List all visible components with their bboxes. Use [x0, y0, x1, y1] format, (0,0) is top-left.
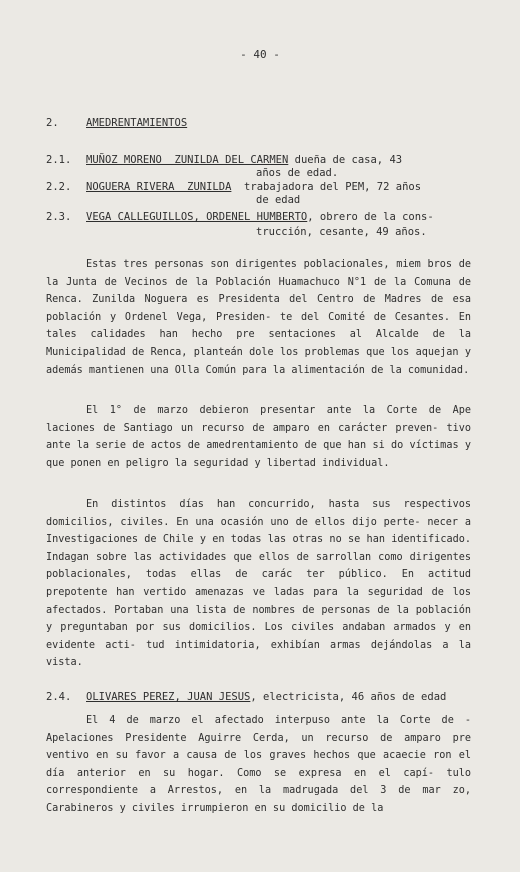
person-description: , obrero de la cons- — [307, 211, 434, 223]
paragraph: El 4 de marzo el afectado interpuso ante la Corte de - Apelaciones Presidente Aguirre Cerda, un recurso de amparo pre ventivo en su favor a causa de los graves hechos que acaecie ron el día anterior en su hogar. Como se expresa en el capí- tulo correspondiente a Arrestos, en la madrugada del 3 de mar zo, Carabineros y civiles irrumpieron en su domicilio de la — [46, 715, 471, 814]
person-description-cont: trucción, cesante, 49 años. — [256, 226, 427, 238]
item-entry — [86, 153, 402, 167]
paragraph: Estas tres personas son dirigentes poblacionales, miem bros de la Junta de Vecinos de la Población Huamachuco N°1 de la Comuna de Renca. Zunilda Noguera es Presidenta del Centro de Madres de esa población y Ordenel Vega, Presiden- te del Comité de Cesantes. En tales calidades han hecho pre sentaciones al Alcalde de la Municipalidad de Renca, planteán dole los problemas que los aquejan y además mantienen una Olla Común para la alimentación de la comunidad. — [46, 259, 471, 376]
item-number: 2.3. — [46, 211, 72, 223]
item-number: 2.2. — [46, 181, 72, 193]
item-entry — [86, 210, 434, 224]
person-name: VEGA CALLEGUILLOS, ORDENEL HUMBERTO — [86, 211, 308, 223]
person-name: OLIVARES PEREZ, JUAN JESUS — [86, 691, 251, 703]
person-name: MUÑOZ MORENO ZUNILDA DEL CARMEN — [86, 154, 289, 166]
item-number: 2.1. — [46, 154, 72, 166]
paragraph: En distintos días han concurrido, hasta sus respectivos domicilios, civiles. En una ocasión uno de ellos dijo perte- necer a Investigaciones de Chile y en todas las otras no se han identificado. Indagan sobre las actividades que ellos de sarrollan como dirigentes poblacionales, todas ellas de carác ter público. En actitud prepotente han vertido amenazas ve ladas para la seguridad de los afectados. Portaban una lista de nombres de personas de la población y preguntaban por sus domicilios. Los civiles andaban armados y en evidente acti- tud intimidatoria, exhibían armas dejándolas a la vista. — [46, 499, 471, 669]
section-number: 2. — [46, 117, 59, 129]
person-description: dueña de casa, 43 — [288, 154, 403, 166]
item-entry — [86, 690, 446, 704]
item-entry — [86, 180, 421, 194]
page-number: - 40 - — [240, 48, 280, 61]
person-description: trabajadora del PEM, 72 años — [231, 181, 422, 193]
section-title: AMEDRENTAMIENTOS — [86, 117, 188, 129]
person-description-cont: años de edad. — [256, 167, 339, 179]
person-description-cont: de edad — [256, 194, 301, 206]
person-description: , electricista, 46 años de edad — [250, 691, 447, 703]
item-number: 2.4. — [46, 691, 72, 703]
paragraph: El 1° de marzo debieron presentar ante la Corte de Ape laciones de Santiago un recurso de amparo en carácter preven- tivo ante la serie de actos de amedrentamiento de que han si do víctimas y que ponen en peligro la seguridad y libertad individual. — [46, 405, 471, 469]
person-name: NOGUERA RIVERA ZUNILDA — [86, 181, 232, 193]
